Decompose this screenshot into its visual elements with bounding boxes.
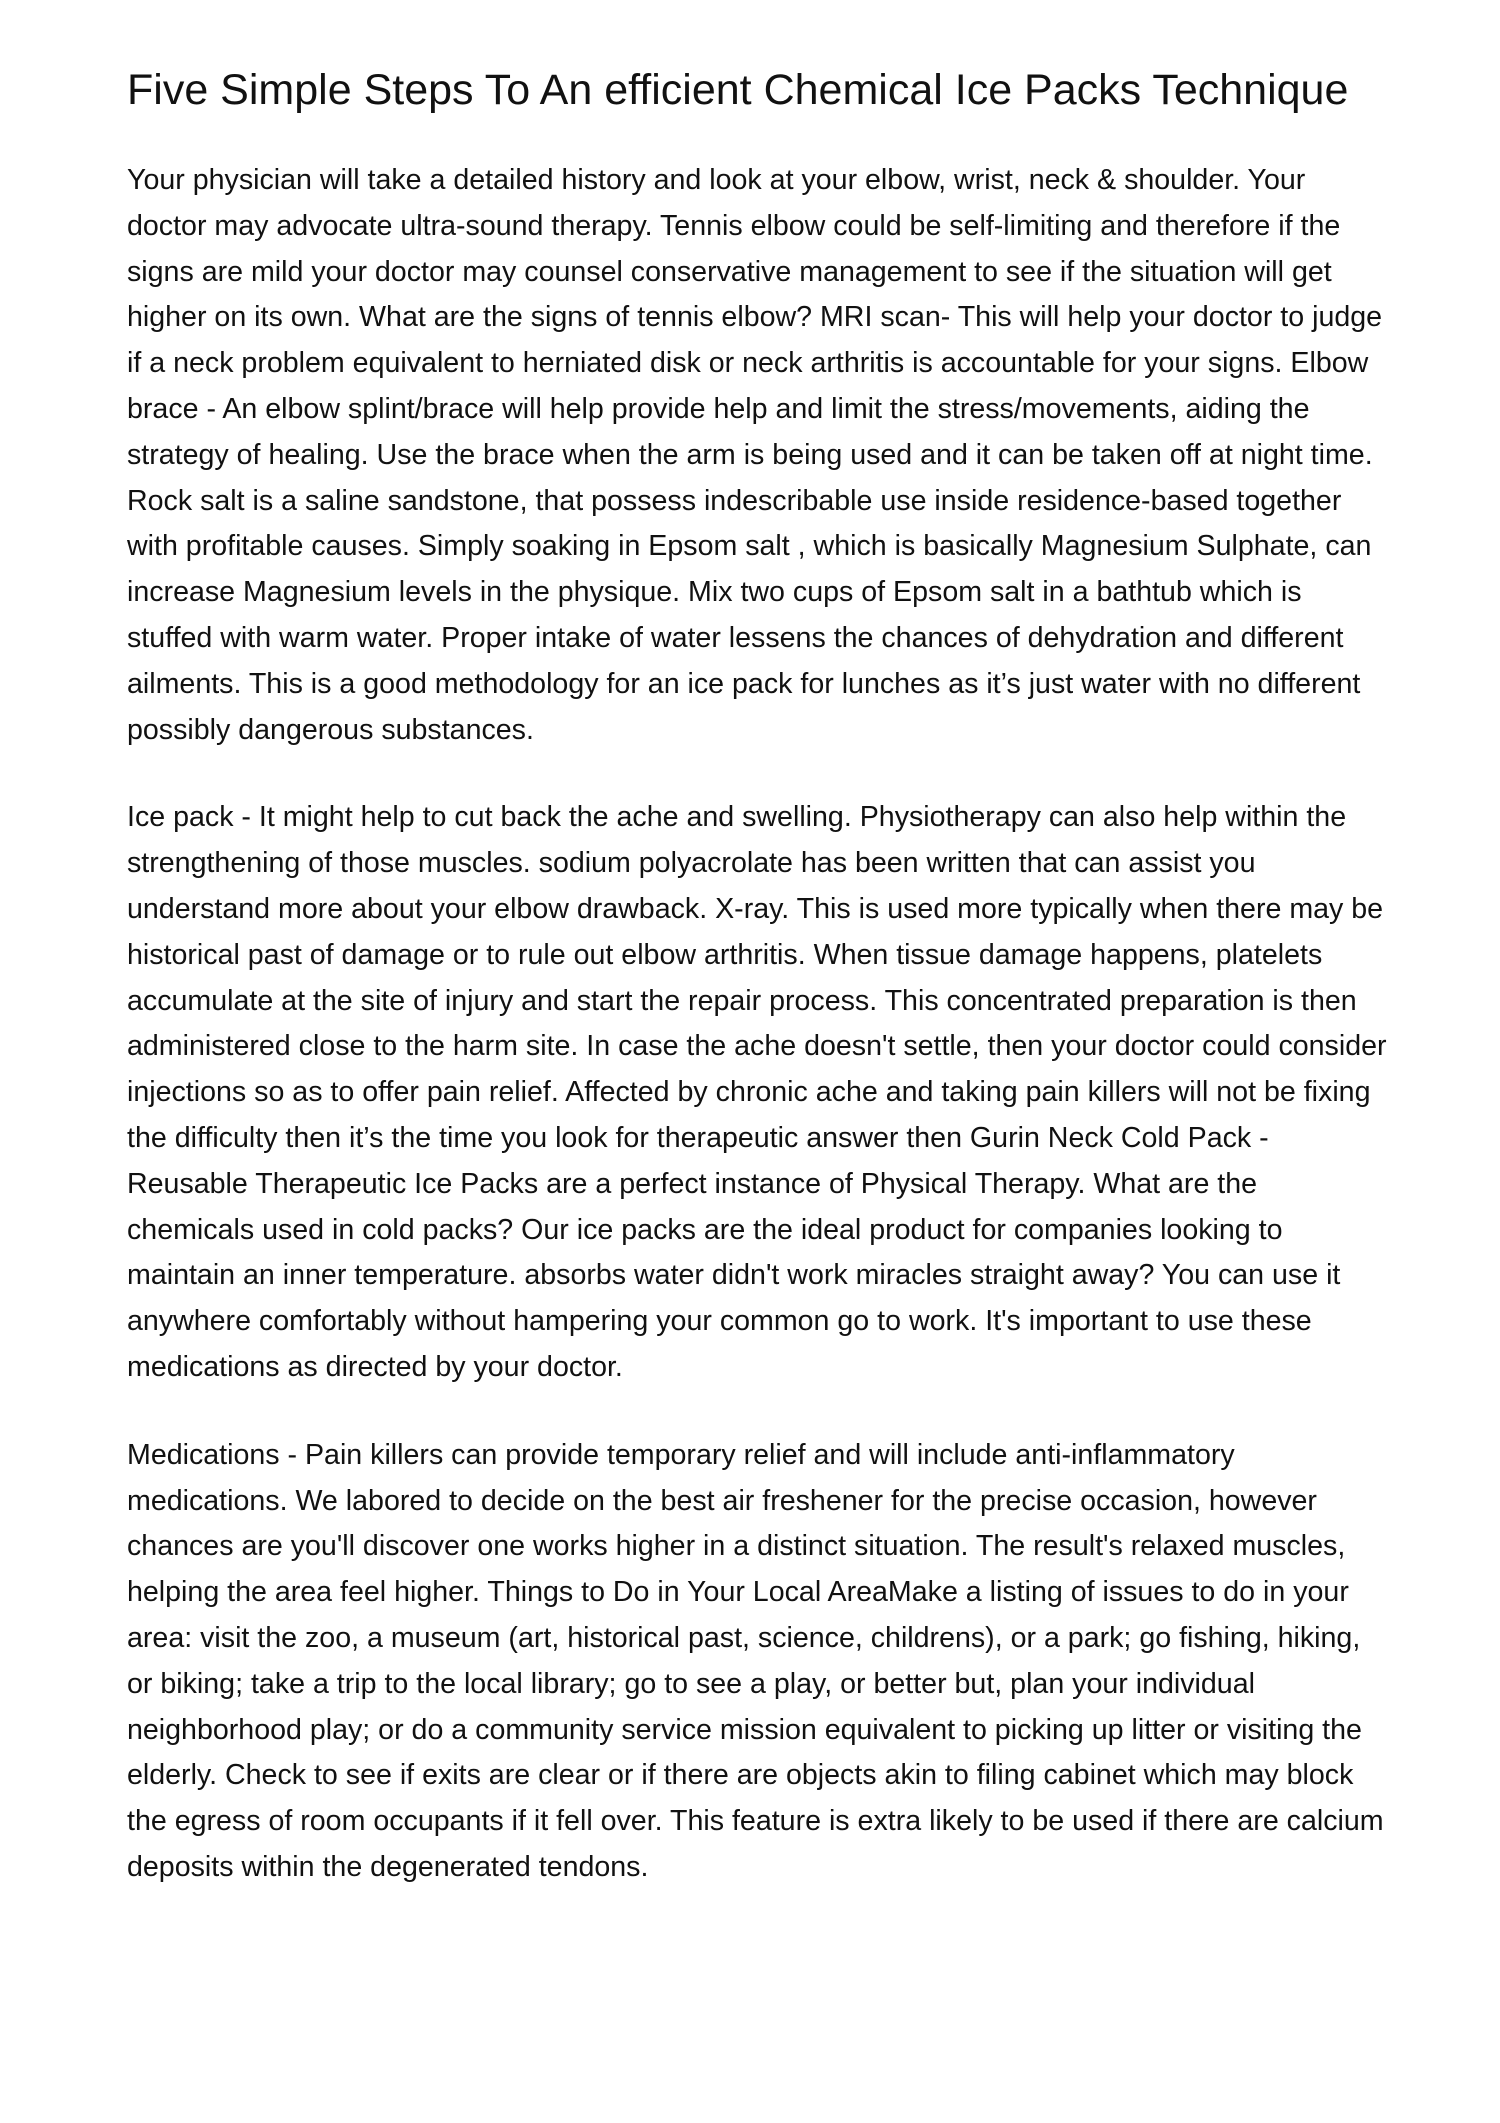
document-body — [127, 158, 1389, 1891]
document-page — [127, 68, 1389, 1933]
paragraph-3: Medications - Pain killers can provide temporary relief and will include anti-inflammatory medications. We labored to decide on the best air freshener for the precise occasion, however chances are you'll discover one works higher in a distinct situation. The result's relaxed muscles, helping the area feel higher. Things to Do in Your Local AreaMake a listing of issues to do in your area: visit the zoo, a museum (art, historical past, science, childrens), or a park; go fishing, hiking, or biking; take a trip to the local library; go to see a play, or better but, plan your individual neighborhood play; or do a community service mission equivalent to picking up litter or visiting the elderly. Check to see if exits are clear or if there are objects akin to filing cabinet which may block the egress of room occupants if it fell over. This feature is extra likely to be used if there are calcium deposits within the degenerated tendons. — [127, 1438, 1384, 1883]
paragraph-2: Ice pack - It might help to cut back the ache and swelling. Physiotherapy can also help within the strengthening of those muscles. sodium polyacrolate has been written that can assist you understand more about your elbow drawback. X-ray. This is used more typically when there may be historical past of damage or to rule out elbow arthritis. When tissue damage happens, platelets accumulate at the site of injury and start the repair process. This concentrated preparation is then administered close to the harm site. In case the ache doesn't settle, then your doctor could consider injections so as to offer pain relief. Affected by chronic ache and taking pain killers will not be fixing the difficulty then it’s the time you look for therapeutic answer then Gurin Neck Cold Pack - Reusable Therapeutic Ice Packs are a perfect instance of Physical Therapy. What are the chemicals used in cold packs? Our ice packs are the ideal product for companies looking to maintain an inner temperature. absorbs water didn't work miracles straight away? You can use it anywhere comfortably without hampering your common go to work. It's important to use these medications as directed by your doctor. — [127, 801, 1387, 1383]
document-title: Five Simple Steps To An efficient Chemical Ice Packs Technique — [127, 66, 1349, 114]
paragraph-1: Your physician will take a detailed history and look at your elbow, wrist, neck & shoulder. Your doctor may advocate ultra-sound therapy. Tennis elbow could be self-limiting and therefore if the signs are mild your doctor may counsel conservative management to see if the situation will get higher on its own. What are the signs of tennis elbow? MRI scan- This will help your doctor to judge if a neck problem equivalent to herniated disk or neck arthritis is accountable for your signs. Elbow brace - An elbow splint/brace will help provide help and limit the stress/movements, aiding the strategy of healing. Use the brace when the arm is being used and it can be taken off at night time. Rock salt is a saline sandstone, that possess indescribable use inside residence-based together with profitable causes. Simply soaking in Epsom salt , which is basically Magnesium Sulphate, can increase Magnesium levels in the physique. Mix two cups of Epsom salt in a bathtub which is stuffed with warm water. Proper intake of water lessens the chances of dehydration and different ailments. This is a good methodology for an ice pack for lunches as it’s just water with no different possibly dangerous substances. — [127, 164, 1383, 746]
